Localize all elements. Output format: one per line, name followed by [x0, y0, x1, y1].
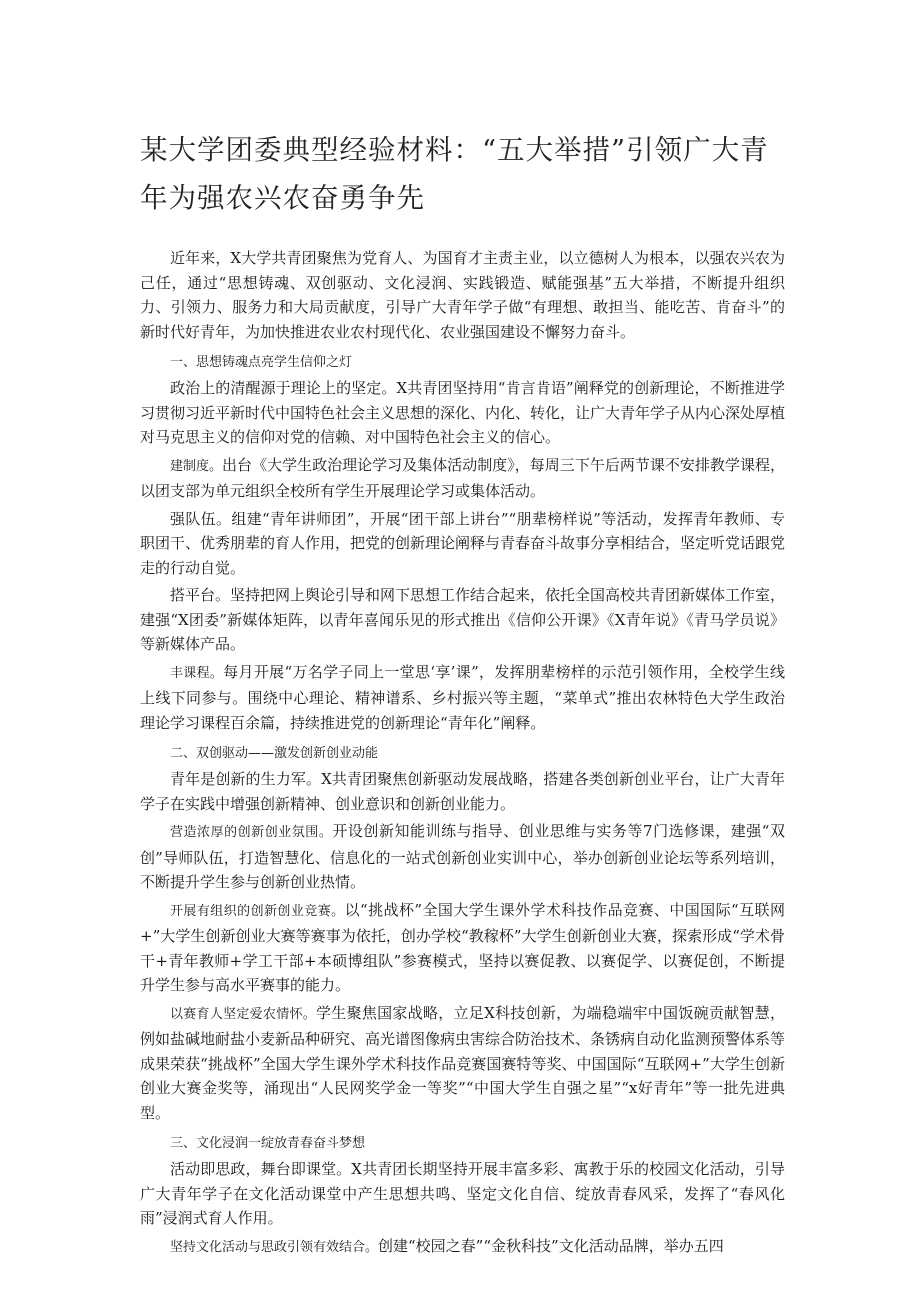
section-item	[140, 660, 785, 736]
item-text: 出台《大学生政治理论学习及集体活动制度》，每周三下午后两节课不安排教学课程，以团支部为单元组织全校所有学生开展理论学习或集体活动。	[140, 455, 785, 500]
section-item	[140, 507, 785, 581]
item-text: 强队伍。组建“青年讲师团”，开展“团干部上讲台”“朋辈榜样说”等活动，发挥青年教师、专职团干、优秀朋辈的育人作用，把党的创新理论阐释与青春奋斗故事分享相结合，坚定听党话跟党走的行动自觉。	[140, 509, 786, 577]
section-body: 政治上的清醒源于理论上的坚定。X共青团坚持用“肯言肯语”阐释党的创新理论，不断推进学习贯彻习近平新时代中国特色社会主义思想的深化、内化、转化，让广大青年学子从内心深处厚植对马克思主义的信仰对党的信赖、对中国特色社会主义的信心。	[140, 379, 786, 446]
item-lead: 营造浓厚的创新创业氛围。	[170, 825, 333, 840]
section-item	[140, 898, 785, 998]
section-body: 活动即思政，舞台即课堂。X共青团长期坚持开展丰富多彩、寓教于乐的校园文化活动，引导广大青年学子在文化活动课堂中产生思想共鸣、坚定文化自信、绽放青春风采，发挥了“春风化雨”浸润式育人作用。	[140, 1160, 785, 1227]
section-body: 青年是创新的生力军。X共青团聚焦创新驱动发展战略，搭建各类创新创业平台，让广大青年学子在实践中增强创新精神、创业意识和创新创业能力。	[140, 770, 785, 813]
section-heading: 三、文化浸润一绽放青春奋斗梦想	[170, 1136, 366, 1151]
item-lead: 开展有组织的创新创业竞赛。	[170, 903, 345, 919]
item-text: 搭平台。坚持把网上舆论引导和网下思想工作结合起来，依托全国高校共青团新媒体工作室，建强“X团委”新媒体矩阵，以青年喜闻乐见的形式推出《信仰公开课》《X青年说》《青马学员说》等新媒体产品。	[140, 586, 786, 653]
item-lead: 丰课程。	[170, 665, 224, 681]
section-item	[140, 1234, 785, 1261]
section-item	[140, 1001, 785, 1126]
item-text: 学生聚焦国家战略，立足X科技创新，为端稳端牢中国饭碗贡献智慧，例如盐碱地耐盐小麦新品种研究、高光谱图像病虫害综合防治技术、条锈病自动化监测预警体系等成果荣获“挑战杯”全国大学生课外学术科技作品竞赛国赛特等奖、中国国际“互联网+”大学生创新创业大赛金奖等，涌现出“人民网奖学金一等奖”“中国大学生自强之星”“x好青年”等一批先进典型。	[140, 1003, 786, 1122]
section-item	[140, 583, 785, 657]
document-title: 某大学团委典型经验材料：“五大举措”引领广大青年为强农兴农奋勇争先	[140, 134, 769, 214]
section-heading: 二、双创驱动——激发创新创业动能	[170, 746, 379, 761]
section-item	[140, 453, 785, 504]
item-lead: 建制度。	[170, 458, 223, 474]
item-text: 开设创新知能训练与指导、创业思维与实务等7门选修课，建强“双创”导师队伍，打造智慧化、信息化的一站式创新创业实训中心，举办创新创业论坛等系列培训，不断提升学生参与创新创业热情。	[140, 822, 785, 891]
intro-paragraph: 近年来，X大学共青团聚焦为党育人、为国育才主责主业，以立德树人为根本，以强农兴农为己任，通过“思想铸魂、双创驱动、文化浸润、实践锻造、赋能强基”五大举措，不断提升组织力、引领力、服务力和大局贡献度，引导广大青年学子做“有理想、敢担当、能吃苦、肯奋斗”的新时代好青年，为加快推进农业农村现代化、农业强国建设不懈努力奋斗。	[140, 249, 785, 341]
item-text: 每月开展“万名学子同上一堂思‘享’课”，发挥朋辈榜样的示范引领作用，全校学生线上线下同参与。围绕中心理论、精神谱系、乡村振兴等主题，“菜单式”推出农林特色大学生政治理论学习课程百余篇，持续推进党的创新理论“青年化”阐释。	[140, 662, 785, 732]
item-text: 创建“校园之春”“金秋科技”文化活动品牌，举办五四	[378, 1236, 724, 1255]
item-text: 以“挑战杯”全国大学生课外学术科技作品竞赛、中国国际“互联网+”大学生创新创业大赛等赛事为依托，创办学校“教稼杯”大学生创新创业大赛，探索形成“学术骨干+青年教师+学工干部+本硕博组队”参赛模式，坚持以赛促教、以赛促学、以赛促创，不断提升学生参与高水平赛事的能力。	[140, 900, 785, 994]
document-body	[140, 126, 785, 1263]
item-lead: 以赛育人坚定爱农情怀。	[170, 1006, 317, 1022]
section-item	[140, 819, 785, 895]
item-lead: 坚持文化活动与思政引领有效结合。	[170, 1239, 379, 1255]
section-heading: 一、思想铸魂点亮学生信仰之灯	[170, 355, 353, 370]
